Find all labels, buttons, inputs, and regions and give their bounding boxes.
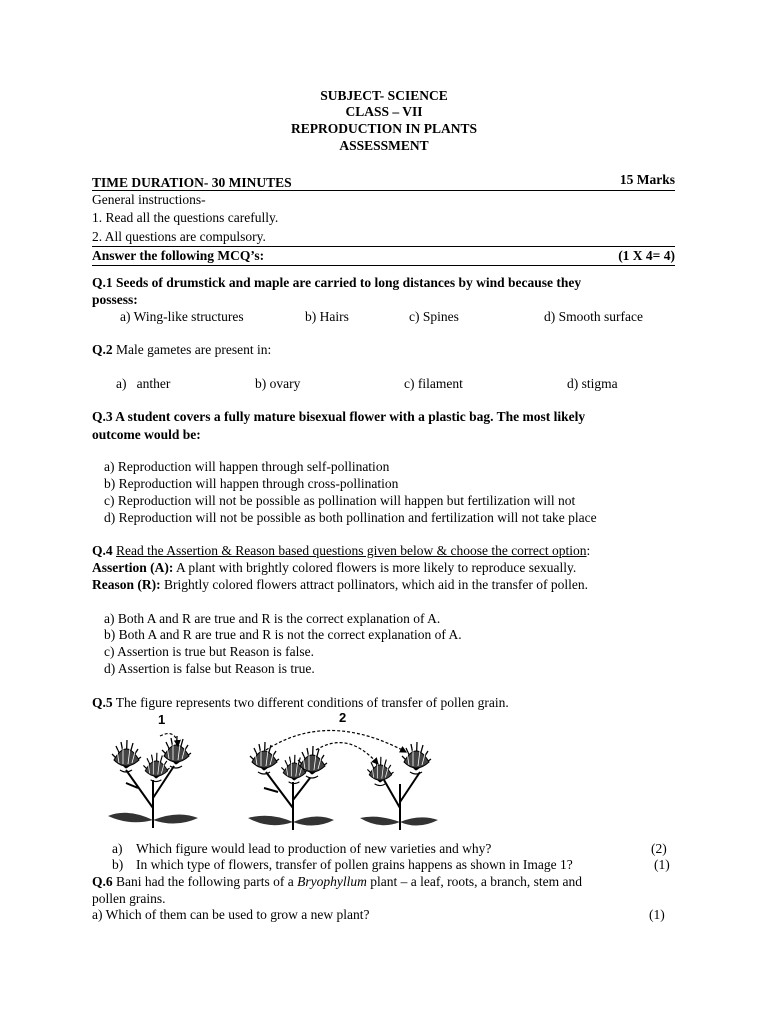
total-marks: 15 Marks [619,172,675,187]
q5-subq-text: In which type of flowers, transfer of pollen grains happens as shown in Image 1? [136,857,573,872]
q5-subq-marks: (1) [654,857,670,872]
q6-text-cont: pollen grains. [92,891,166,906]
divider-mcq [92,246,675,247]
q2-option: c) filament [404,376,463,391]
q3-text-cont: outcome would be: [92,427,201,442]
plant-2b-illustration [360,742,438,830]
q1-option: c) Spines [409,309,459,324]
divider-top [92,190,675,191]
q5-question: The figure represents two different conditions of transfer of pollen grain. [112,695,509,710]
q6-subq-marks: (1) [649,907,665,922]
q5-subq-marker: b) [112,857,124,872]
mcq-header-marks: (1 X 4= 4) [618,248,675,263]
q2-text [92,342,271,358]
plant-2a-illustration [248,742,334,830]
q1-text: Q.1 Seeds of drumstick and maple are carried to long distances by wind because they [92,275,582,290]
q4-option: d) Assertion is false but Reason is true. [104,661,315,676]
q6-text-b: plant – a leaf, roots, a branch, stem and [366,874,583,889]
q5-subq-marker: a) [112,841,123,856]
q4-number: Q.4 [92,543,113,558]
figure-label-2: 2 [339,710,347,725]
q4-instruction: Read the Assertion & Reason based questions given below & choose the correct option [116,543,587,558]
instruction-item: 1. Read all the questions carefully. [92,210,279,225]
q3-text: Q.3 A student covers a fully mature bisexual flower with a plastic bag. The most likely [92,409,586,424]
q1-option: b) Hairs [305,309,349,324]
q4-option: c) Assertion is true but Reason is false. [104,644,314,659]
subject-heading: SUBJECT- SCIENCE [320,88,448,103]
q3-option: d) Reproduction will not be possible as both pollination and fertilization will not take place [104,510,597,525]
q3-option: c) Reproduction will not be possible as pollination will happen but fertilization will not [104,493,576,508]
q6-number: Q.6 [92,874,113,889]
q6-plant-name: Bryophyllum [297,874,367,889]
q1-text-cont: possess: [92,292,138,307]
divider-mcq-bottom [92,265,675,266]
plant-1-illustration [108,734,198,828]
assessment-heading: ASSESSMENT [339,138,429,153]
class-heading: CLASS – VII [345,104,423,119]
q4-assertion [92,560,576,576]
q4-option: a) Both A and R are true and R is the correct explanation of A. [104,611,441,626]
q4-colon: : [586,543,591,558]
instructions-title: General instructions- [92,192,206,207]
q2-question: Male gametes are present in: [112,342,272,357]
reason-text: Brightly colored flowers attract pollinators, which aid in the transfer of pollen. [160,577,589,592]
figure-label-1: 1 [158,712,166,727]
pollination-figure [98,708,450,838]
q2-option: d) stigma [567,376,618,391]
q3-option: a) Reproduction will happen through self-pollination [104,459,390,474]
q2-option: b) ovary [255,376,301,391]
q2-option: a) anther [116,376,171,391]
q4-option: b) Both A and R are true and R is not the correct explanation of A. [104,627,462,642]
q6-text [92,874,582,890]
assertion-label: Assertion (A): [92,560,174,575]
q4-heading [92,543,590,559]
q4-reason [92,577,588,593]
q6-text-a: Bani had the following parts of a [112,874,298,889]
assertion-text: A plant with brightly colored flowers is more likely to reproduce sexually. [173,560,577,575]
q3-option: b) Reproduction will happen through cross-pollination [104,476,399,491]
q5-subq-text: Which figure would lead to production of new varieties and why? [136,841,492,856]
time-duration: TIME DURATION- 30 MINUTES [92,175,292,190]
chapter-heading: REPRODUCTION IN PLANTS [290,121,478,136]
q5-number: Q.5 [92,695,113,710]
q6-subq-text: a) Which of them can be used to grow a new plant? [92,907,370,922]
mcq-header-label: Answer the following MCQ’s: [92,248,265,263]
q5-subq-marks: (2) [651,841,667,856]
reason-label: Reason (R): [92,577,161,592]
q1-option: d) Smooth surface [544,309,643,324]
q1-option: a) Wing-like structures [120,309,244,324]
instruction-item: 2. All questions are compulsory. [92,229,266,244]
q2-number: Q.2 [92,342,113,357]
